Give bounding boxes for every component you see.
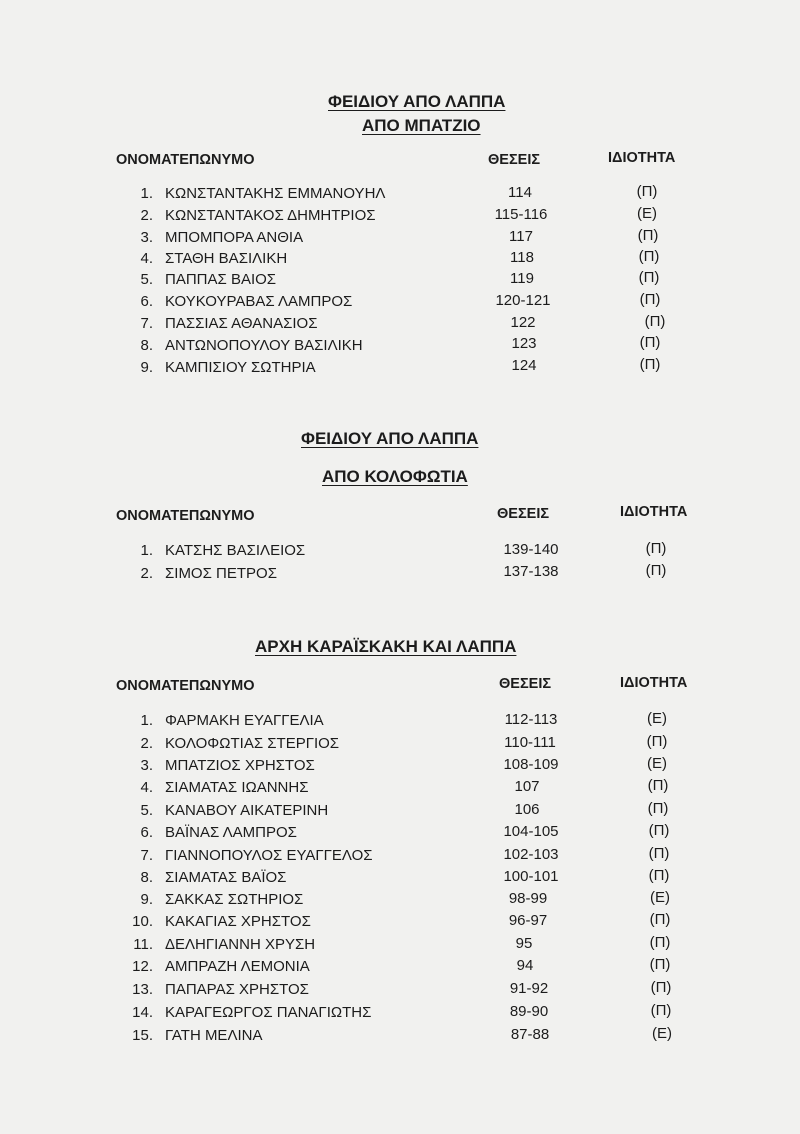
row-seats: 124 [511, 357, 537, 374]
row-seats: 120-121 [495, 292, 551, 309]
row-number: 1. [140, 712, 153, 729]
row-role: (Ε) [647, 710, 667, 727]
row-seats: 91-92 [509, 980, 549, 997]
row-role: (Π) [648, 867, 670, 884]
row-seats: 112-113 [504, 711, 558, 728]
row-number: 2. [140, 565, 153, 582]
row-role: (Π) [647, 800, 669, 817]
row-role: (Ε) [647, 755, 667, 772]
row-number: 6. [140, 293, 153, 310]
row-name: ΚΟΥΚΟΥΡΑΒΑΣ ΛΑΜΠΡΟΣ [165, 293, 353, 310]
row-seats: 107 [514, 778, 540, 795]
row-name: ΜΠΑΤΖΙΟΣ ΧΡΗΣΤΟΣ [165, 757, 315, 774]
row-seats: 123 [511, 335, 537, 352]
row-seats: 96-97 [508, 912, 548, 929]
row-name: ΚΑΡΑΓΕΩΡΓΟΣ ΠΑΝΑΓΙΩΤΗΣ [165, 1004, 372, 1021]
row-number: 10. [132, 913, 153, 930]
section-2-title-line-1: ΦΕΙΔΙΟΥ ΑΠΟ ΛΑΠΠΑ [301, 429, 479, 448]
row-seats: 87-88 [510, 1026, 550, 1043]
row-name: ΑΝΤΩΝΟΠΟΥΛΟΥ ΒΑΣΙΛΙΚΗ [165, 337, 363, 354]
row-number: 9. [140, 359, 153, 376]
row-role: (Π) [644, 313, 666, 330]
section-2-title-line-2: ΑΠΟ ΚΟΛΟΦΩΤΙΑ [322, 467, 468, 486]
row-name: ΓΑΤΗ ΜΕΛΙΝΑ [165, 1027, 263, 1044]
row-role: (Ε) [652, 1025, 672, 1042]
row-number: 3. [140, 757, 153, 774]
row-role: (Π) [647, 777, 669, 794]
row-name: ΓΙΑΝΝΟΠΟΥΛΟΣ ΕΥΑΓΓΕΛΟΣ [165, 847, 373, 864]
row-role: (Π) [639, 291, 661, 308]
row-name: ΣΙΑΜΑΤΑΣ ΙΩΑΝΝΗΣ [165, 779, 309, 796]
row-role: (Π) [639, 334, 661, 351]
row-role: (Π) [639, 356, 661, 373]
row-name: ΚΑΤΣΗΣ ΒΑΣΙΛΕΙΟΣ [165, 542, 306, 559]
row-number: 4. [140, 779, 153, 796]
row-seats: 118 [510, 249, 534, 266]
row-name: ΚΟΛΟΦΩΤΙΑΣ ΣΤΕΡΓΙΟΣ [165, 735, 340, 752]
row-number: 6. [140, 824, 153, 841]
row-name: ΠΑΠΑΡΑΣ ΧΡΗΣΤΟΣ [165, 981, 309, 998]
row-seats: 137-138 [503, 563, 559, 580]
row-name: ΦΑΡΜΑΚΗ ΕΥΑΓΓΕΛΙΑ [165, 712, 324, 729]
row-seats: 95 [515, 935, 533, 952]
section-1-header-name: ΟΝΟΜΑΤΕΠΩΝΥΜΟ [116, 152, 255, 168]
row-seats: 89-90 [509, 1003, 549, 1020]
row-role: (Π) [636, 183, 658, 200]
row-number: 12. [132, 958, 153, 975]
row-name: ΚΑΜΠΙΣΙΟΥ ΣΩΤΗΡΙΑ [165, 359, 316, 376]
row-name: ΚΑΝΑΒΟΥ ΑΙΚΑΤΕΡΙΝΗ [165, 802, 329, 819]
row-number: 9. [140, 891, 153, 908]
row-seats: 98-99 [508, 890, 548, 907]
row-name: ΚΩΝΣΤΑΝΤΑΚΟΣ ΔΗΜΗΤΡΙΟΣ [165, 207, 376, 224]
row-name: ΣΑΚΚΑΣ ΣΩΤΗΡΙΟΣ [165, 891, 304, 908]
row-number: 14. [132, 1004, 153, 1021]
section-2-header-name: ΟΝΟΜΑΤΕΠΩΝΥΜΟ [116, 508, 255, 524]
row-number: 8. [140, 869, 153, 886]
row-seats: 119 [510, 270, 534, 287]
row-number: 15. [132, 1027, 153, 1044]
row-seats: 110-111 [504, 734, 556, 751]
row-role: (Π) [645, 540, 667, 557]
row-seats: 102-103 [503, 846, 559, 863]
row-name: ΠΑΠΠΑΣ ΒΑΙΟΣ [165, 271, 277, 288]
row-number: 5. [140, 271, 153, 288]
row-role: (Π) [648, 845, 670, 862]
row-number: 5. [140, 802, 153, 819]
row-name: ΣΙΜΟΣ ΠΕΤΡΟΣ [165, 565, 277, 582]
row-role: (Ε) [637, 205, 657, 222]
row-name: ΑΜΠΡΑΖΗ ΛΕΜΟΝΙΑ [165, 958, 310, 975]
row-name: ΠΑΣΣΙΑΣ ΑΘΑΝΑΣΙΟΣ [165, 315, 318, 332]
section-3-title: ΑΡΧΗ ΚΑΡΑΪΣΚΑΚΗ ΚΑΙ ΛΑΠΠΑ [255, 637, 517, 656]
row-role: (Π) [638, 269, 660, 286]
section-1-title-line-2: ΑΠΟ ΜΠΑΤΖΙΟ [362, 116, 481, 135]
section-1-header-role: ΙΔΙΟΤΗΤΑ [608, 150, 676, 166]
row-role: (Π) [648, 822, 670, 839]
section-1-title-line-1: ΦΕΙΔΙΟΥ ΑΠΟ ΛΑΠΠΑ [328, 92, 506, 111]
row-role: (Π) [649, 956, 671, 973]
row-name: ΜΠΟΜΠΟΡΑ ΑΝΘΙΑ [165, 229, 304, 246]
row-seats: 115-116 [494, 206, 548, 223]
row-role: (Π) [646, 733, 668, 750]
row-name: ΚΑΚΑΓΙΑΣ ΧΡΗΣΤΟΣ [165, 913, 311, 930]
row-number: 13. [132, 981, 153, 998]
row-role: (Π) [649, 911, 671, 928]
section-2-header-seats: ΘΕΣΕΙΣ [497, 506, 550, 522]
row-role: (Π) [650, 979, 672, 996]
row-seats: 117 [509, 228, 533, 245]
row-name: ΚΩΝΣΤΑΝΤΑΚΗΣ ΕΜΜΑΝΟΥΗΛ [165, 185, 386, 202]
row-seats: 114 [508, 184, 532, 201]
row-number: 8. [140, 337, 153, 354]
section-2-header-role: ΙΔΙΟΤΗΤΑ [620, 504, 688, 520]
row-number: 4. [140, 250, 153, 267]
row-role: (Π) [638, 248, 660, 265]
row-number: 2. [140, 735, 153, 752]
row-number: 7. [140, 315, 153, 332]
row-name: ΣΙΑΜΑΤΑΣ ΒΑΪΟΣ [165, 869, 287, 886]
row-seats: 122 [510, 314, 536, 331]
row-seats: 104-105 [503, 823, 559, 840]
row-name: ΒΑΪΝΑΣ ΛΑΜΠΡΟΣ [165, 824, 297, 841]
row-seats: 108-109 [503, 756, 559, 773]
row-number: 1. [140, 542, 153, 559]
row-role: (Π) [645, 562, 667, 579]
row-name: ΔΕΛΗΓΙΑΝΝΗ ΧΡΥΣΗ [165, 936, 316, 953]
section-3-header-role: ΙΔΙΟΤΗΤΑ [620, 675, 688, 691]
row-seats: 100-101 [503, 868, 559, 885]
row-role: (Π) [649, 934, 671, 951]
row-seats: 139-140 [503, 541, 559, 558]
row-number: 1. [140, 185, 153, 202]
row-role: (Π) [637, 227, 659, 244]
section-3-header-seats: ΘΕΣΕΙΣ [499, 676, 552, 692]
row-number: 3. [140, 229, 153, 246]
row-number: 7. [140, 847, 153, 864]
section-3-header-name: ΟΝΟΜΑΤΕΠΩΝΥΜΟ [116, 678, 255, 694]
row-number: 11. [133, 936, 153, 953]
row-number: 2. [140, 207, 153, 224]
row-seats: 94 [516, 957, 534, 974]
row-seats: 106 [514, 801, 540, 818]
row-role: (Ε) [650, 889, 670, 906]
row-role: (Π) [650, 1002, 672, 1019]
section-1-header-seats: ΘΕΣΕΙΣ [488, 152, 541, 168]
row-name: ΣΤΑΘΗ ΒΑΣΙΛΙΚΗ [165, 250, 288, 267]
